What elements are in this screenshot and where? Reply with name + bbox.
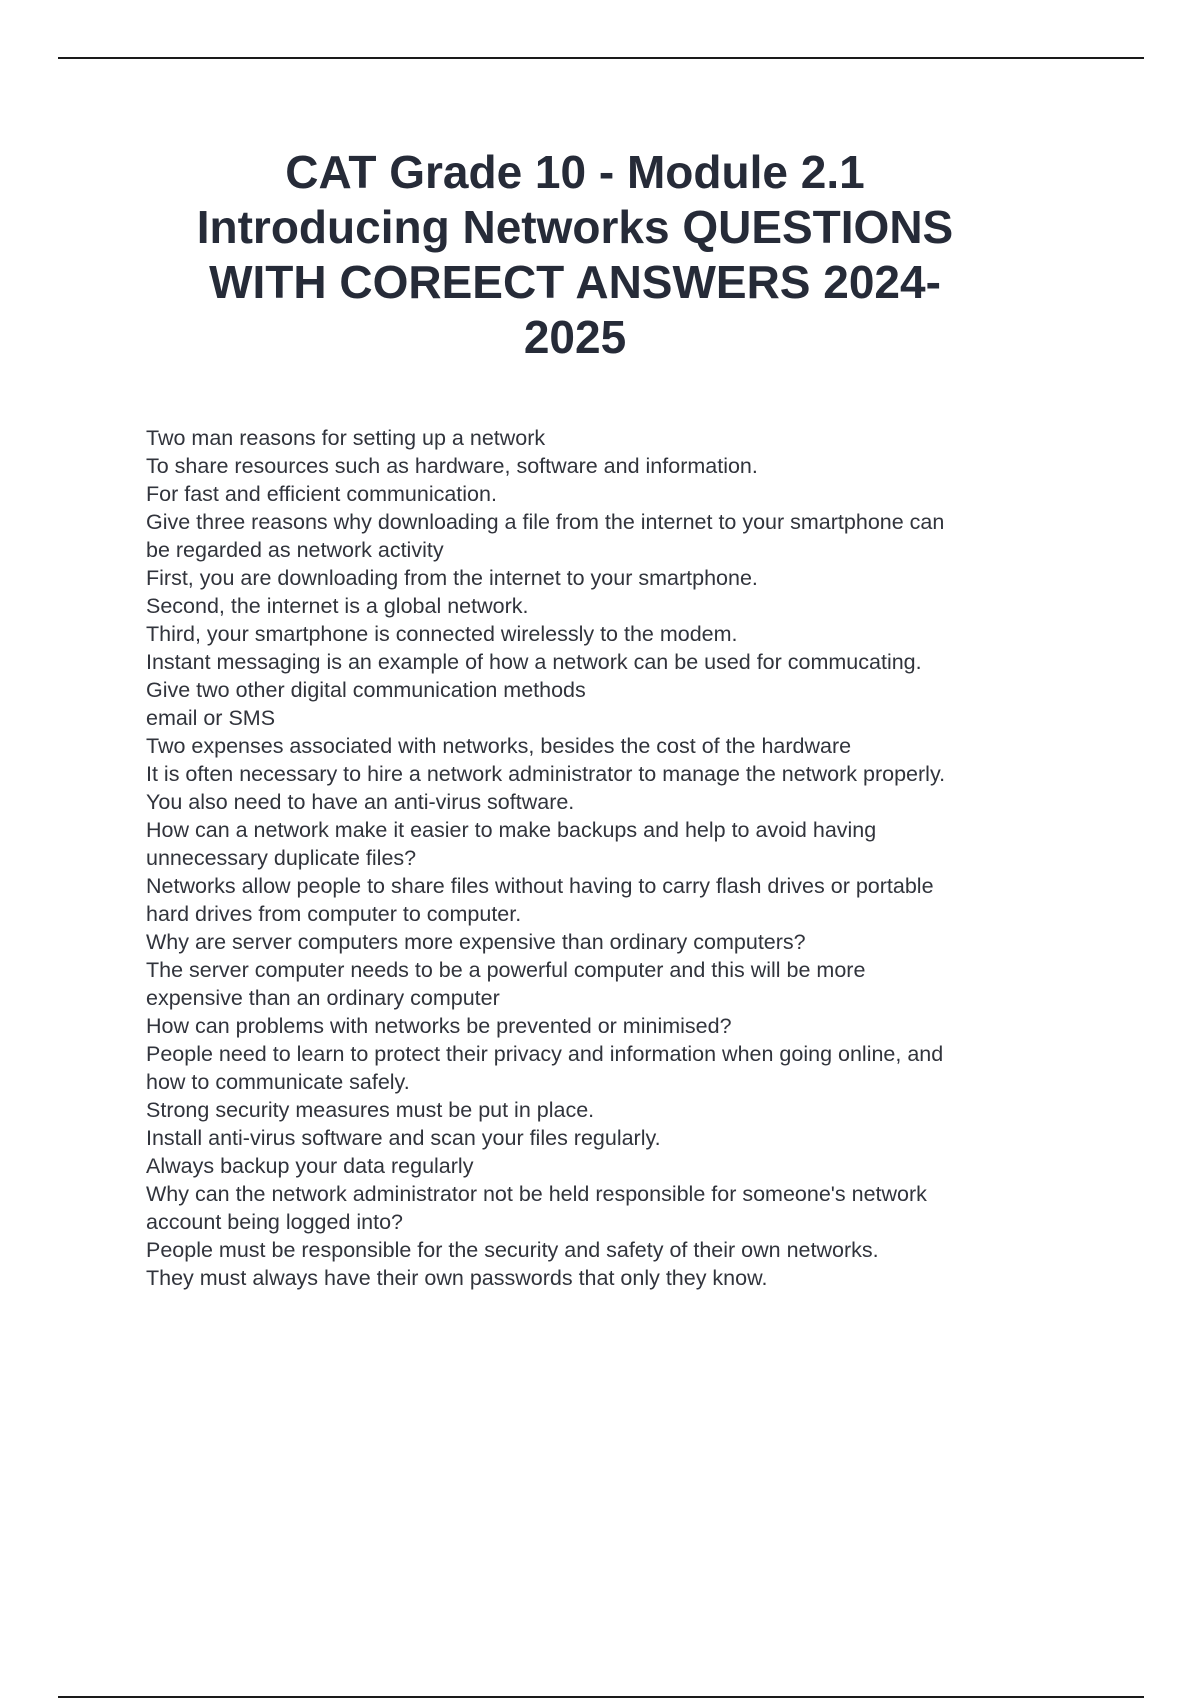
question-line: be regarded as network activity [146,538,444,562]
question-line: Why can the network administrator not be held responsible for someone's network [146,1182,927,1206]
document-body [146,424,1066,1292]
question-line: unnecessary duplicate files? [146,846,417,870]
bottom-divider [58,1696,1144,1698]
question-line: account being logged into? [146,1210,404,1234]
question-line: How can a network make it easier to make backups and help to avoid having [146,818,877,842]
question-line: Instant messaging is an example of how a network can be used for commucating. [146,650,922,674]
answer-line: For fast and efficient communication. [146,482,497,506]
answer-line: email or SMS [146,706,276,730]
answer-line: Third, your smartphone is connected wirelessly to the modem. [146,622,738,646]
question-line: Give three reasons why downloading a file from the internet to your smartphone can [146,510,945,534]
title-line: WITH COREECT ANSWERS 2024- [209,256,941,308]
answer-line: Second, the internet is a global network. [146,594,529,618]
title-line: Introducing Networks QUESTIONS [196,201,954,253]
question-line: Why are server computers more expensive than ordinary computers? [146,930,806,954]
answer-line: It is often necessary to hire a network administrator to manage the network properly. [146,762,946,786]
question-line: Two man reasons for setting up a network [146,426,546,450]
answer-line: People need to learn to protect their privacy and information when going online, and [146,1042,944,1066]
answer-line: You also need to have an anti-virus software. [146,790,575,814]
question-line: How can problems with networks be prevented or minimised? [146,1014,732,1038]
answer-line: hard drives from computer to computer. [146,902,522,926]
title-line: 2025 [523,311,627,363]
answer-line: The server computer needs to be a powerful computer and this will be more [146,958,866,982]
top-divider [58,57,1144,59]
answer-line: Strong security measures must be put in place. [146,1098,595,1122]
title-line: CAT Grade 10 - Module 2.1 [285,146,865,198]
answer-line: First, you are downloading from the internet to your smartphone. [146,566,758,590]
answer-line: Install anti-virus software and scan your files regularly. [146,1126,661,1150]
answer-line: expensive than an ordinary computer [146,986,500,1010]
question-line: Give two other digital communication methods [146,678,586,702]
answer-line: Networks allow people to share files without having to carry flash drives or portable [146,874,934,898]
document-title [145,145,1005,365]
answer-line: People must be responsible for the security and safety of their own networks. [146,1238,879,1262]
question-line: Two expenses associated with networks, besides the cost of the hardware [146,734,852,758]
answer-line: To share resources such as hardware, software and information. [146,454,758,478]
answer-line: Always backup your data regularly [146,1154,474,1178]
answer-line: They must always have their own passwords that only they know. [146,1266,768,1290]
answer-line: how to communicate safely. [146,1070,410,1094]
